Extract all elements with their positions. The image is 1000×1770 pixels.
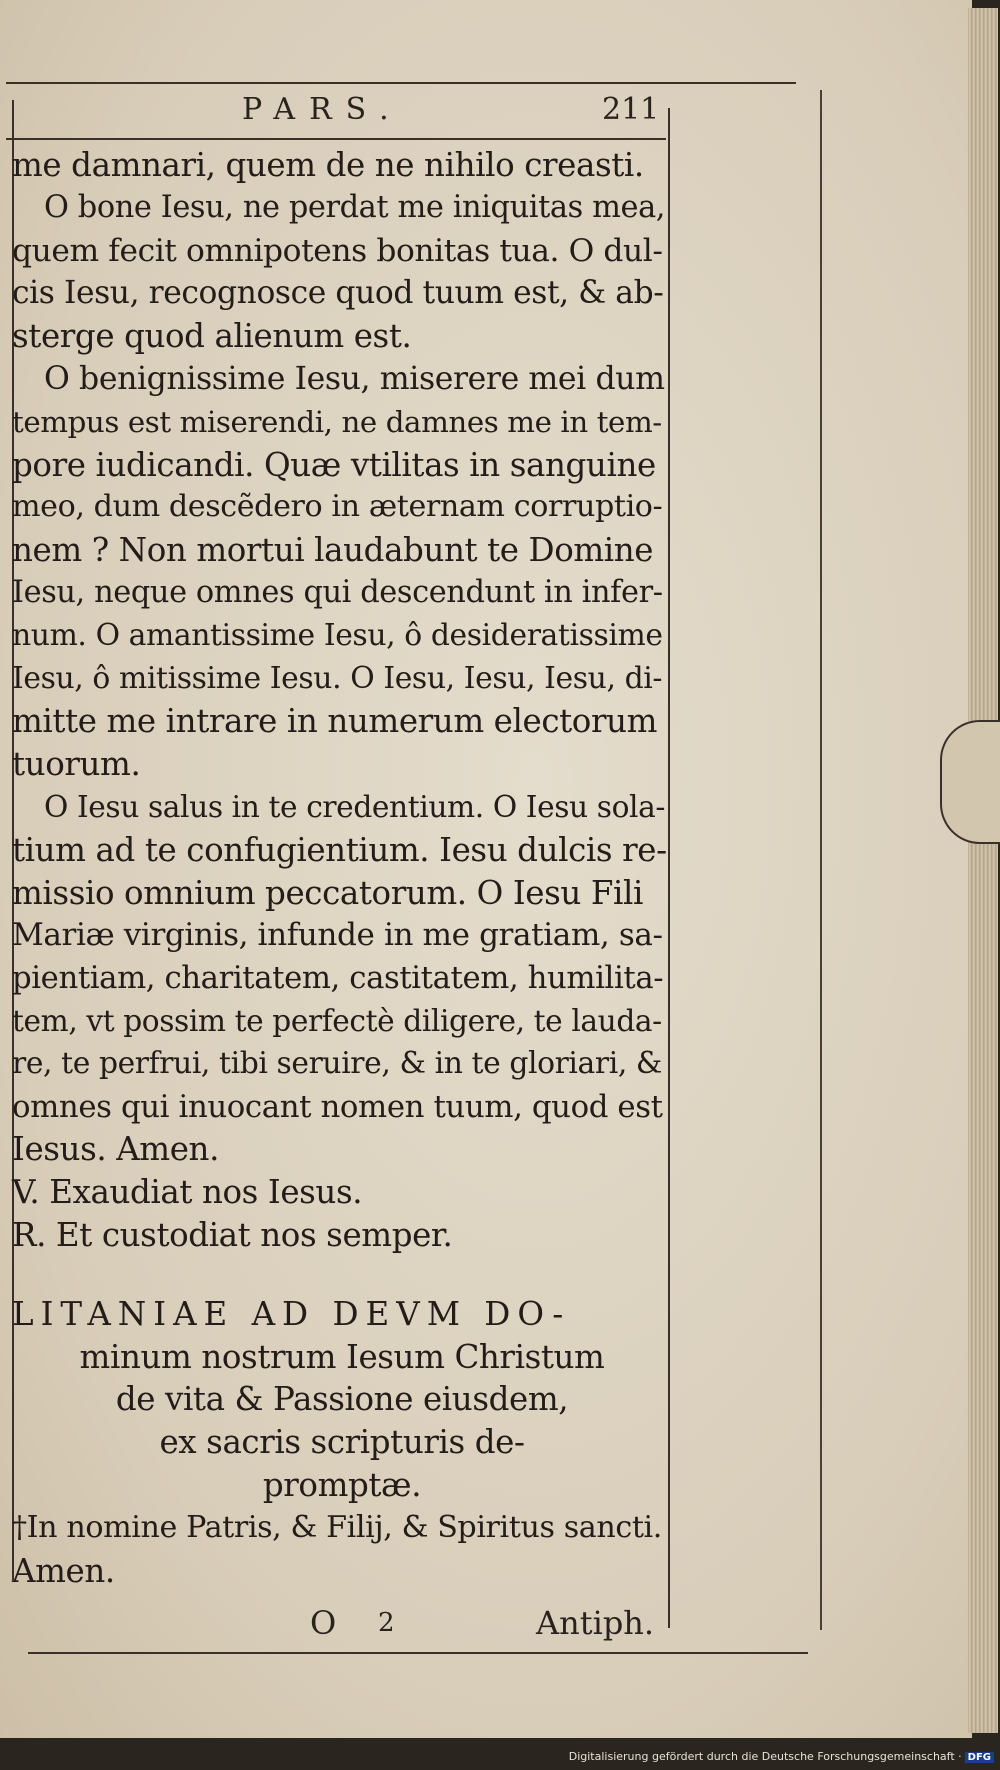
section-gap — [12, 1257, 672, 1293]
text-top-rule — [6, 138, 666, 140]
text-line: me damnari, quem de ne nihilo creasti. — [12, 146, 644, 184]
text-line: re, te perfrui, tibi seruire, & in te gloriari, & — [12, 1045, 663, 1081]
page-footer — [0, 1604, 680, 1644]
invocation-line: Amen. — [12, 1551, 115, 1590]
text-line: omnes qui inuocant nomen tuum, quod est — [12, 1088, 663, 1125]
text-line: O bone Iesu, ne perdat me iniquitas mea, — [44, 189, 666, 225]
text-line: meo, dum descẽdero in æternam corruptio- — [12, 489, 663, 525]
text-line: Iesu, neque omnes qui descendunt in infer- — [12, 574, 663, 610]
invocation — [12, 1507, 672, 1593]
text-line: tempus est miserendi, ne damnes me in tem- — [12, 404, 662, 439]
header-rule — [6, 82, 796, 84]
catchword: Antiph. — [536, 1604, 655, 1642]
page-edges — [968, 8, 998, 1733]
running-header — [0, 92, 670, 132]
prayer-text — [12, 144, 672, 1257]
text-line: missio omnium peccatorum. O Iesu Fili — [12, 873, 643, 912]
text-line: nem ? Non mortui laudabunt te Domine — [12, 531, 654, 570]
signature-number: 2 — [378, 1608, 395, 1638]
text-line: sterge quod alienum est. — [12, 317, 412, 356]
running-title: PARS. — [242, 92, 403, 127]
text-line: V. Exaudiat nos Iesus. — [12, 1173, 363, 1212]
title-line: minum nostrum Iesum Christum — [79, 1337, 605, 1376]
text-block — [12, 144, 672, 1592]
text-line: O Iesu salus in te credentium. O Iesu sola- — [44, 788, 666, 824]
bottom-rule — [28, 1652, 808, 1654]
dfg-logo: DFG — [965, 1752, 994, 1763]
title-line: LITANIAE AD DEVM DO- — [12, 1294, 571, 1333]
text-line: O benignissime Iesu, miserere mei dum — [44, 360, 665, 397]
title-line: ex sacris scripturis de- — [159, 1423, 525, 1462]
invocation-line: †In nomine Patris, & Filij, & Spiritus sancti. — [12, 1509, 662, 1545]
litany-title — [12, 1293, 672, 1507]
title-line: promptæ. — [262, 1465, 422, 1504]
text-line: tem, vt possim te perfectè diligere, te lauda- — [12, 1002, 662, 1038]
text-line: mitte me intrare in numerum electorum — [12, 702, 658, 741]
title-line: de vita & Passione eiusdem, — [115, 1380, 569, 1419]
text-line: quem fecit omnipotens bonitas tua. O dul- — [12, 232, 663, 269]
text-line: cis Iesu, recognosce quod tuum est, & ab- — [12, 275, 664, 312]
text-line: R. Et custodiat nos semper. — [12, 1215, 453, 1254]
margin-rule — [820, 90, 822, 1630]
text-line: tium ad te confugientium. Iesu dulcis re- — [12, 830, 667, 869]
text-line: num. O amantissime Iesu, ô desideratissime — [12, 617, 663, 653]
text-line: Iesu, ô mitissime Iesu. O Iesu, Iesu, Iesu, di- — [12, 660, 663, 696]
clasp-tab — [940, 720, 1000, 844]
credit-text: Digitalisierung gefördert durch die Deutsche Forschungsgemeinschaft · — [568, 1750, 962, 1763]
text-line: pore iudicandi. Quæ vtilitas in sanguine — [12, 445, 656, 484]
text-line: tuorum. — [12, 745, 141, 784]
text-line: Iesus. Amen. — [12, 1130, 220, 1169]
text-line: Mariæ virginis, infunde in me gratiam, sa- — [12, 917, 663, 954]
page-number: 211 — [602, 92, 660, 127]
signature-mark: O — [310, 1604, 337, 1642]
digitization-credit — [569, 1750, 994, 1768]
text-line: pientiam, charitatem, castitatem, humilita- — [12, 960, 664, 997]
